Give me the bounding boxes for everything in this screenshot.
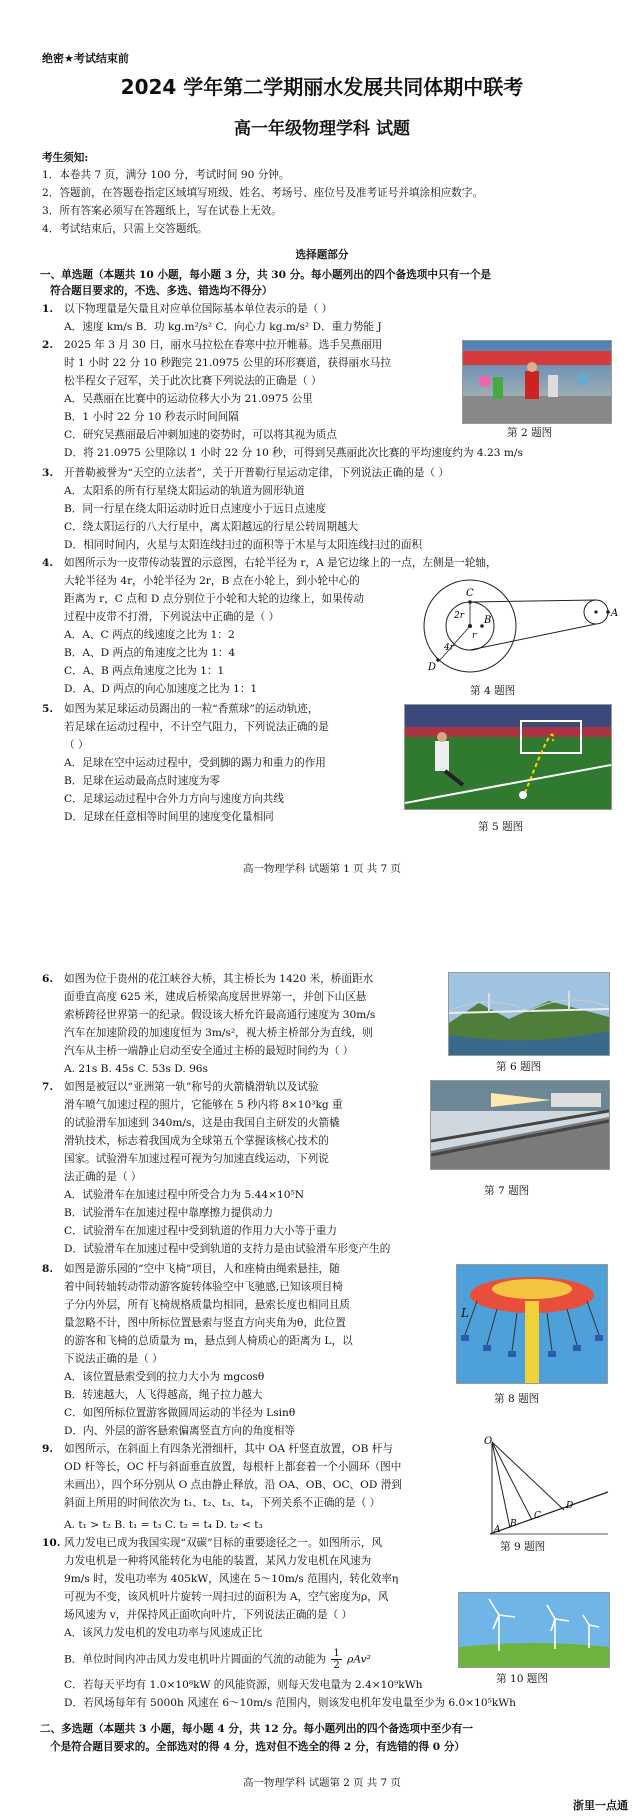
question-text-line: 的游客和飞椅的总质量为 m，悬点到人椅质心的距离为 L，以 [64,1335,353,1347]
option-a: A．该风力发电机的发电功率与风速成正比 [64,1627,263,1639]
question-5 [42,702,422,716]
question-3 [42,466,612,480]
question-text-line: 法正确的是（ ） [64,1171,142,1183]
question-text-line: 2025 年 3 月 30 日，丽水马拉松在春寒中拉开帷幕。选手吴燕丽用 [64,339,383,351]
question-6 [42,972,442,986]
question-text-line: 斜面上所用的时间依次为 t₁、t₂、t₃、t₄，下列关系不正确的是（ ） [64,1497,381,1509]
question-text-line: 如图为位于贵州的花江峡谷大桥，其主桥长为 1420 米，桥面距水 [64,973,374,985]
label-b: B [510,1519,517,1529]
wind-turbine-photo [458,1592,610,1668]
question-text-line: 场风速为 v，并保持风正面吹向叶片，下列说法正确的是（ ） [64,1609,353,1621]
option-d: D．A、D 两点的向心加速度之比为 1：1 [64,683,258,695]
option-d: D．相同时间内，火星与太阳连线扫过的面积等于木星与太阳连线扫过的面积 [64,539,423,551]
fraction-denominator: 2 [333,1660,340,1671]
question-text-line: 着中间转轴转动带动游客旋转体验空中飞驰感,已知该项目椅 [64,1281,343,1293]
option-d: D．试验滑车在加速过程中受到轨道的支持力是由试验滑车形变产生的 [64,1243,391,1255]
option-b [64,1648,371,1671]
section1-heading-line1: 一、单选题（本题共 10 小题，每小题 3 分，共 30 分。每小题列出的四个备选项中只有一个是 [40,269,491,281]
swing-ride-photo [456,1264,608,1384]
figure-caption: 第 9 题图 [500,1541,546,1553]
exam-page-1 [0,0,644,900]
question-text-line: 9m/s 时，发电功率为 405kW，风速在 5～10m/s 范围内，转化效率η [64,1573,399,1585]
question-text-line: 面垂直高度 625 米，建成后桥梁高度居世界第一，并创下山区悬 [64,991,367,1003]
fraction-numerator: 1 [333,1648,340,1659]
option-d: D．若风场每年有 5000h 风速在 6～10m/s 范围内，则该发电机年发电量至少为 6.0×10⁵kWh [64,1697,516,1709]
question-text-line: 如图是被冠以“亚洲第一轨”称号的火箭橇滑轨以及试验 [64,1081,319,1093]
question-text-line: 汽车从主桥一端静止启动至安全通过主桥的最短时间约为（ ） [64,1045,354,1057]
option-c: C．足球运动过程中合外力方向与速度方向共线 [64,793,284,805]
belt-drive-diagram [420,568,620,680]
question-text-line: 索桥跨径世界第一的纪录。假设该大桥允许最高通行速度为 30m/s [64,1009,376,1021]
option-b: B．转速越大，人飞得越高，绳子拉力越大 [64,1389,263,1401]
question-text-line: 下说法正确的是（ ） [64,1353,163,1365]
exam-title: 2024 学年第二学期丽水发展共同体期中联考 [120,75,524,99]
question-number: 3. [42,467,54,479]
label-o: O [484,1436,493,1447]
option-b: B．足球在运动最高点时速度为零 [64,775,221,787]
page-footer: 高一物理学科 试题第 2 页 共 7 页 [243,1777,401,1789]
question-text-line: 可视为不变，该风机叶片旋转一周扫过的面积为 A，空气密度为ρ，风 [64,1591,389,1603]
question-text-line: 若足球在运动过程中，不计空气阻力，下列说法正确的是 [64,721,329,733]
question-7 [42,1080,422,1094]
question-text-line: 如图是游乐园的“空中飞椅”项目，人和座椅由绳索悬挂，随 [64,1263,340,1275]
label-b: B [484,615,492,626]
figure-caption: 第 6 题图 [496,1061,542,1073]
question-text-line: 如图为某足球运动员踢出的一粒“香蕉球”的运动轨迹， [64,703,319,715]
label-r: r [472,631,477,641]
question-number: 4. [42,557,54,569]
note-item: 1．本卷共 7 页，满分 100 分，考试时间 90 分钟。 [42,169,290,181]
question-text-line: 过程中皮带不打滑，下列说法中正确的是（ ） [64,611,280,623]
notes-heading: 考生须知: [42,152,89,164]
label-c: C [534,1511,541,1521]
question-text-line: 大轮半径为 4r，小轮半径为 2r，B 点在小轮上，到小轮中心的 [64,575,360,587]
question-text-line: 时 1 小时 22 分 10 秒跑完 21.0975 公里的环形赛道，获得丽水马拉 [64,357,391,369]
label-2r: 2r [454,611,465,621]
q9-options: A. t₁ > t₂ B. t₁ = t₃ C. t₂ = t₄ D. t₂ < t₃ [64,1519,263,1531]
option-b-text: B．单位时间内冲击风力发电机叶片圆面的气流的动能为 [64,1653,327,1666]
option-c: C．试验滑车在加速过程中受到轨道的作用力大小等于重力 [64,1225,337,1237]
marathon-photo [462,340,612,424]
option-a: A．吴燕丽在比赛中的运动位移大小为 21.0975 公里 [64,393,313,405]
option-b-formula: ρAv² [347,1653,371,1666]
q1-options: A．速度 km/s B．功 kg.m²/s² C．向心力 kg.m/s² D．重力势能 J [64,321,382,333]
question-number: 7. [42,1081,54,1093]
option-b: B．A、D 两点的角速度之比为 1：4 [64,647,236,659]
figure-caption: 第 5 题图 [478,821,524,833]
option-b: B．试验滑车在加速过程中靠摩擦力提供动力 [64,1207,274,1219]
option-d: D．内、外层的游客悬索偏离竖直方向的角度相等 [64,1425,295,1437]
question-number: 2. [42,339,54,351]
section2-heading-line1: 二、多选题（本题共 3 小题，每小题 4 分，共 12 分。每小题列出的四个备选项中至少有一 [40,1723,473,1735]
note-item: 2．答题前，在答题卷指定区域填写班级、姓名、考场号、座位号及准考证号并填涂相应数字。 [42,187,484,199]
option-a: A．试验滑车在加速过程中所受合力为 5.44×10⁵N [64,1189,304,1201]
figure-caption: 第 4 题图 [470,685,516,697]
question-9 [42,1442,462,1456]
question-8 [42,1262,422,1276]
option-c: C．研究吴燕丽最后冲刺加速的姿势时，可以将其视为质点 [64,429,337,441]
question-text-line: 汽车在加速阶段的加速度恒为 3m/s²，视大桥主桥部分为直线，则 [64,1027,373,1039]
option-d: D．足球在任意相等时间里的速度变化量相同 [64,811,274,823]
question-text-line: 量忽略不计，图中所标位置悬索与竖直方向夹角为θ，此位置 [64,1317,346,1329]
confidential-mark: 绝密★考试结束前 [42,52,129,65]
question-10 [42,1536,482,1550]
question-text-line: OD 杆等长，OC 杆与斜面垂直放置，每根杆上都套着一个小圆环（图中 [64,1461,402,1473]
label-d: D [566,1501,574,1511]
fraction [331,1648,341,1671]
option-a: A．A、C 两点的线速度之比为 1：2 [64,629,235,641]
question-2 [42,338,452,352]
question-text-line: 力发电机是一种将风能转化为电能的装置，某风力发电机在风速为 [64,1555,372,1567]
question-text-line: 风力发电已成为我国实现“双碳”目标的重要途径之一。如图所示，风 [64,1537,383,1549]
option-c: C．绕太阳运行的八大行星中，离太阳越远的行星公转周期越大 [64,521,359,533]
question-1 [42,302,612,316]
figure-caption: 第 10 题图 [496,1673,548,1685]
label-4r: 4r [444,643,455,653]
question-number: 9. [42,1443,54,1455]
question-text-line: 的试验滑车加速到 340m/s，这是由我国自主研发的火箭橇 [64,1117,340,1129]
label-c: C [466,588,474,599]
question-number: 8. [42,1263,54,1275]
question-text-line: 滑车喷气加速过程的照片，它能够在 5 秒内将 8×10³kg 重 [64,1099,343,1111]
option-a: A．足球在空中运动过程中，受到脚的踢力和重力的作用 [64,757,326,769]
exam-subtitle: 高一年级物理学科 试题 [234,119,410,139]
bridge-photo [448,972,610,1056]
question-text-line: 滑轨技术，标志着我国成为全球第五个掌握该核心技术的 [64,1135,329,1147]
label-a: A [611,608,619,619]
question-text-line: 未画出），四个环分别从 O 点由静止释放，沿 OA、OB、OC、OD 滑到 [64,1479,402,1491]
option-d: D．将 21.0975 公里除以 1 小时 22 分 10 秒，可得到吴燕丽此次比赛的平均速度约为 4.23 m/s [64,447,523,459]
label-d: D [428,662,437,673]
question-number: 1. [42,303,54,315]
question-text-line: （ ） [64,739,89,751]
page-gap [0,900,644,952]
option-c: C．如图所标位置游客做圆周运动的半径为 Lsinθ [64,1407,296,1419]
label-a: A [494,1525,501,1535]
note-item: 3．所有答案必须写在答题纸上，写在试卷上无效。 [42,205,282,217]
question-number: 6. [42,973,54,985]
option-c: C．A、B 两点角速度之比为 1：1 [64,665,225,677]
question-text: 以下物理量是矢量且对应单位国际基本单位表示的是（ ） [64,303,333,315]
figure-caption: 第 8 题图 [494,1393,540,1405]
note-item: 4．考试结束后，只需上交答题纸。 [42,223,208,235]
exam-page-2 [0,952,644,1820]
watermark: 浙里一点通 [573,1799,628,1813]
option-a: A．太阳系的所有行星绕太阳运动的轨道为圆形轨道 [64,485,305,497]
question-number: 5. [42,703,54,715]
q6-options: A. 21s B. 45s C. 53s D. 96s [64,1063,208,1075]
section2-heading-line2: 个是符合题目要求的。全部选对的得 4 分，选对但不选全的得 2 分，有选错的得 0 分） [50,1741,466,1753]
option-b: B．1 小时 22 分 10 秒表示时间间隔 [64,411,239,423]
banana-kick-photo [404,704,612,810]
rocket-sled-photo [430,1080,610,1170]
page-footer: 高一物理学科 试题第 1 页 共 7 页 [243,863,401,875]
question-text-line: 距离为 r，C 点和 D 点分别位于小轮和大轮的边缘上，如果传动 [64,593,364,605]
figure-caption: 第 2 题图 [507,427,553,439]
question-text: 开普勒被誉为“天空的立法者”，关于开普勒行星运动定律，下列说法正确的是（ ） [64,467,449,479]
question-text-line: 如图所示，在斜面上有四条光滑细杆，其中 OA 杆竖直放置，OB 杆与 [64,1443,393,1455]
question-text-line: 子分内外层，所有飞椅规格质量均相同，悬索长度也相同且质 [64,1299,351,1311]
inclined-rods-diagram [480,1434,610,1538]
option-c: C．若每天平均有 1.0×10⁸kW 的风能资源，则每天发电量为 2.4×10⁹kWh [64,1679,423,1691]
question-text-line: 国家。试验滑车加速过程可视为匀加速直线运动，下列说 [64,1153,329,1165]
section-choice-title: 选择题部分 [295,249,349,261]
question-text-line: 如图所示为一皮带传动装置的示意图，右轮半径为 r，A 是它边缘上的一点，左侧是一轮轴， [64,557,497,569]
option-b: B．同一行星在绕太阳运动时近日点速度小于远日点速度 [64,503,327,515]
figure-caption: 第 7 题图 [484,1185,530,1197]
label-L: L [461,1306,469,1320]
section1-heading-line2: 符合题目要求的，不选、多选、错选均不得分） [50,285,273,297]
option-a: A．该位置悬索受到的拉力大小为 mgcosθ [64,1371,265,1383]
question-number: 10. [42,1537,61,1549]
question-text-line: 松半程女子冠军，关于此次比赛下列说法的正确是（ ） [64,375,322,387]
